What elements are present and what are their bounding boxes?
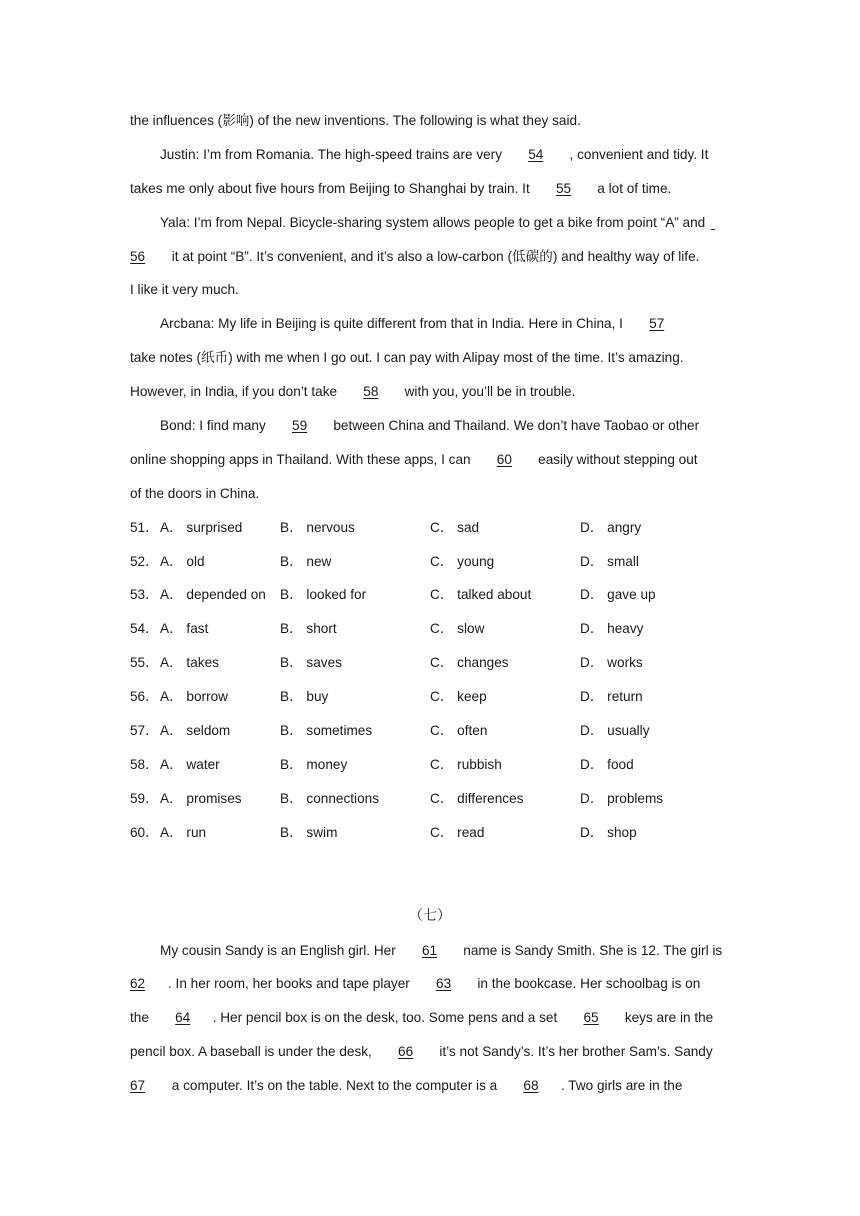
option-a[interactable]: A． fast <box>160 621 209 637</box>
text-span: a lot of time. <box>593 180 672 196</box>
option-a[interactable]: A． run <box>160 824 207 840</box>
blank-65[interactable]: 65 <box>583 1010 599 1026</box>
text-span: it at point “B”. It’s convenient, and it’s also a low-carbon (低碳的) and healthy way of life. <box>168 248 700 264</box>
question-number: 60． <box>130 824 159 840</box>
option-d[interactable]: D． usually <box>580 723 650 739</box>
option-a[interactable]: A． depended on <box>160 587 266 603</box>
option-c[interactable]: C． read <box>430 824 485 840</box>
text-span: take notes (纸币) with me when I go out. I can pay with Alipay most of the time. It’s amazing. <box>130 350 684 366</box>
text-span: easily without stepping out <box>534 451 698 467</box>
text-span: Justin: I’m from Romania. The high-speed trains are very <box>160 146 506 162</box>
option-a[interactable]: A． takes <box>160 655 219 671</box>
passage-line <box>130 240 730 274</box>
question-row <box>130 646 730 680</box>
passage-line <box>130 341 730 375</box>
text-span: a computer. It’s on the table. Next to the computer is a <box>168 1078 501 1094</box>
document-page <box>130 104 730 1103</box>
text-span: in the bookcase. Her schoolbag is on <box>473 976 701 992</box>
option-c[interactable]: C． young <box>430 553 495 569</box>
option-b[interactable]: B． looked for <box>280 587 367 603</box>
question-number: 54． <box>130 621 159 637</box>
text-span: Yala: I’m from Nepal. Bicycle-sharing system allows people to get a bike from point “A” and <box>160 214 710 230</box>
text-span: Bond: I find many <box>160 418 270 434</box>
blank-55[interactable]: 55 <box>555 180 572 196</box>
question-number: 57． <box>130 723 159 739</box>
text-span: it’s not Sandy’s. It’s her brother Sam’s. Sandy <box>435 1044 713 1060</box>
option-d[interactable]: D． small <box>580 553 639 569</box>
text-span: . Two girls are in the <box>560 1078 683 1094</box>
question-row <box>130 782 730 816</box>
blank-59[interactable]: 59 <box>292 418 308 434</box>
text-span: However, in India, if you don’t take <box>130 384 341 400</box>
question-row <box>130 680 730 714</box>
passage-line <box>130 172 730 206</box>
option-b[interactable]: B． money <box>280 756 348 772</box>
section-title: （七） <box>409 907 451 924</box>
text-span: of the doors in China. <box>130 485 260 501</box>
question-number: 52． <box>130 553 159 569</box>
text-span: pencil box. A baseball is under the desk, <box>130 1044 376 1060</box>
question-number: 56． <box>130 689 159 705</box>
option-d[interactable]: D． works <box>580 655 643 671</box>
option-b[interactable]: B． saves <box>280 655 342 671</box>
passage-line <box>130 206 730 240</box>
option-b[interactable]: B． short <box>280 621 337 637</box>
option-a[interactable]: A． borrow <box>160 689 228 705</box>
text-span: . In her room, her books and tape player <box>168 976 414 992</box>
options-list <box>130 511 730 850</box>
text-span: with you, you’ll be in trouble. <box>400 384 576 400</box>
option-a[interactable]: A． seldom <box>160 723 231 739</box>
option-b[interactable]: B． new <box>280 553 332 569</box>
blank-62[interactable]: 62 <box>130 976 146 992</box>
passage-line <box>130 273 730 307</box>
passage-line <box>130 443 730 477</box>
option-c[interactable]: C． often <box>430 723 488 739</box>
question-row <box>130 612 730 646</box>
blank-68[interactable]: 68 <box>523 1078 539 1094</box>
option-b[interactable]: B． buy <box>280 689 329 705</box>
question-number: 53． <box>130 587 159 603</box>
question-row <box>130 748 730 782</box>
question-row <box>130 578 730 612</box>
passage-line <box>130 1035 730 1069</box>
passage-line <box>130 409 730 443</box>
text-span: between China and Thailand. We don’t have Taobao or other <box>329 418 700 434</box>
option-c[interactable]: C． talked about <box>430 587 532 603</box>
question-row <box>130 545 730 579</box>
option-a[interactable]: A． old <box>160 553 205 569</box>
option-d[interactable]: D． problems <box>580 790 664 806</box>
text-span: the influences (影响) of the new inventions. The following is what they said. <box>130 113 581 128</box>
question-number: 58． <box>130 756 159 772</box>
option-b[interactable]: B． connections <box>280 790 379 806</box>
blank-54[interactable]: 54 <box>528 146 544 162</box>
text-span: keys are in the <box>621 1010 714 1026</box>
passage-line <box>130 375 730 409</box>
blank-61[interactable]: 61 <box>421 942 438 958</box>
option-c[interactable]: C． slow <box>430 621 485 637</box>
question-row <box>130 714 730 748</box>
blank-60[interactable]: 60 <box>496 451 512 467</box>
blank-67[interactable]: 67 <box>130 1078 146 1094</box>
blank-58[interactable]: 58 <box>363 384 379 400</box>
option-d[interactable]: D． gave up <box>580 587 656 603</box>
text-span: online shopping apps in Thailand. With these apps, I can <box>130 451 475 467</box>
question-number: 55． <box>130 655 159 671</box>
option-c[interactable]: C． rubbish <box>430 756 502 772</box>
blank-63[interactable]: 63 <box>436 976 452 992</box>
blank-56-start <box>709 206 717 240</box>
passage-line <box>130 1001 730 1035</box>
option-b[interactable]: B． nervous <box>280 519 355 535</box>
passage-line <box>130 967 730 1001</box>
question-number: 59． <box>130 790 159 806</box>
option-c[interactable]: C． keep <box>430 689 487 705</box>
text-span: I like it very much. <box>130 282 239 298</box>
option-c[interactable]: C． differences <box>430 790 524 806</box>
question-row <box>130 511 730 545</box>
blank-56[interactable]: 56 <box>130 248 146 264</box>
passage-line <box>130 477 730 511</box>
passage-line <box>130 104 730 138</box>
blank-66[interactable]: 66 <box>398 1044 414 1060</box>
option-a[interactable]: A． water <box>160 756 220 772</box>
option-c[interactable]: C． sad <box>430 519 480 535</box>
option-d[interactable]: D． return <box>580 689 643 705</box>
blank-64[interactable]: 64 <box>175 1010 191 1026</box>
text-span: Arcbana: My life in Beijing is quite different from that in India. Here in China, I <box>160 316 627 332</box>
option-b[interactable]: B． swim <box>280 824 338 840</box>
text-span: name is Sandy Smith. She is 12. The girl is <box>459 942 723 958</box>
text-span: My cousin Sandy is an English girl. Her <box>160 942 400 958</box>
text-span: , convenient and tidy. It <box>565 146 709 162</box>
question-number: 51． <box>130 519 159 535</box>
option-a[interactable]: A． surprised <box>160 519 243 535</box>
option-d[interactable]: D． heavy <box>580 621 644 637</box>
text-span: . Her pencil box is on the desk, too. Some pens and a set <box>212 1010 562 1026</box>
text-span: the <box>130 1010 153 1026</box>
option-d[interactable]: D． shop <box>580 824 637 840</box>
question-row <box>130 816 730 850</box>
passage-line <box>130 1069 730 1103</box>
option-a[interactable]: A． promises <box>160 790 242 806</box>
passage-line <box>130 934 730 968</box>
passage-line <box>130 138 730 172</box>
text-span: takes me only about five hours from Beijing to Shanghai by train. It <box>130 180 534 196</box>
option-d[interactable]: D． food <box>580 756 634 772</box>
option-d[interactable]: D． angry <box>580 519 642 535</box>
option-b[interactable]: B． sometimes <box>280 723 373 739</box>
option-c[interactable]: C． changes <box>430 655 509 671</box>
blank-57[interactable]: 57 <box>649 316 665 332</box>
passage-line <box>130 307 730 341</box>
